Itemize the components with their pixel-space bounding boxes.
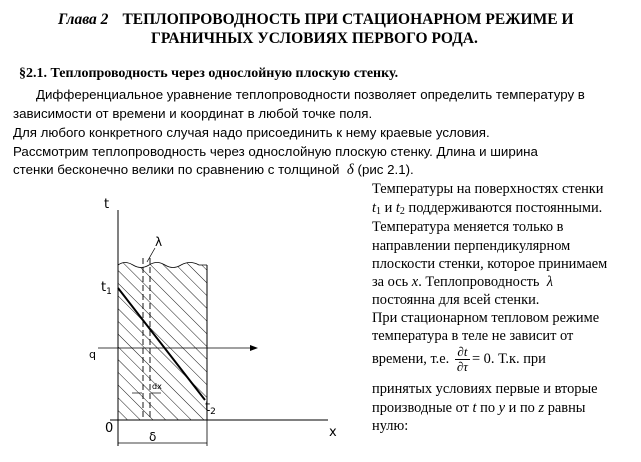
lambda-leader: [147, 248, 155, 262]
body-line-3: Для любого конкретного случая надо присоединить к нему краевые условия.: [13, 125, 490, 140]
t2-label: $t_2$: [205, 400, 216, 417]
right-line-10: времени, т.е. $\frac{\partial t}{\partial\tau}$ = 0. Т.к. при: [372, 344, 546, 374]
delta-label: δ: [149, 430, 157, 444]
wall-hatched-area: [118, 263, 207, 421]
dx-label: dx: [152, 382, 162, 391]
right-line-11: принятых условиях первые и вторые: [372, 381, 598, 397]
right-line-3: Температура меняется только в: [372, 219, 564, 235]
right-line-1: Температуры на поверхностях стенки: [372, 181, 604, 197]
t1-label: $t_1$: [101, 280, 112, 297]
right-line-7: постоянна для всей стенки.: [372, 292, 540, 308]
right-line-2: $t_1$ и $t_2$ поддерживаются постоянными.: [372, 200, 603, 217]
right-line-12: производные от t по y и по z равны: [372, 400, 586, 416]
axis-t-label: t: [104, 197, 110, 212]
derivative-fraction: $\frac{\partial t}{\partial\tau}$: [456, 344, 468, 374]
right-line-5: плоскости стенки, которое принимаем: [372, 256, 608, 272]
chapter-label: Глава 2: [58, 11, 109, 28]
right-line-6: за ось x. Теплопроводность λ: [372, 274, 553, 290]
body-line-5: стенки бесконечно велики по сравнению с толщиной δ (рис 2.1).: [13, 162, 414, 178]
lambda-label: λ: [155, 235, 163, 249]
body-line-1: Дифференциальное уравнение теплопроводности позволяет определить температуру в: [36, 87, 585, 102]
chapter-title-line1: ТЕПЛОПРОВОДНОСТЬ ПРИ СТАЦИОНАРНОМ РЕЖИМЕ И: [122, 11, 574, 28]
axis-x-label: x: [329, 425, 337, 440]
delta-symbol: δ: [346, 162, 354, 178]
right-line-4: направлении перпендикулярном: [372, 238, 571, 254]
origin-label: 0: [105, 421, 114, 436]
body-line-2: зависимости от времени и координат в любой точке поля.: [13, 106, 373, 121]
right-line-8: При стационарном тепловом режиме: [372, 310, 600, 326]
heat-flux-arrow: [250, 345, 258, 351]
right-line-13: нулю:: [372, 418, 409, 434]
chapter-title-line2: ГРАНИЧНЫХ УСЛОВИЯХ ПЕРВОГО РОДА.: [151, 30, 478, 47]
body-line-4: Рассмотрим теплопроводность через однослойную плоскую стенку. Длина и ширина: [13, 144, 538, 159]
right-line-9: температура в теле не зависит от: [372, 328, 574, 344]
section-title: §2.1. Теплопроводность через однослойную плоскую стенку.: [19, 66, 399, 81]
q-label: q: [89, 348, 96, 361]
